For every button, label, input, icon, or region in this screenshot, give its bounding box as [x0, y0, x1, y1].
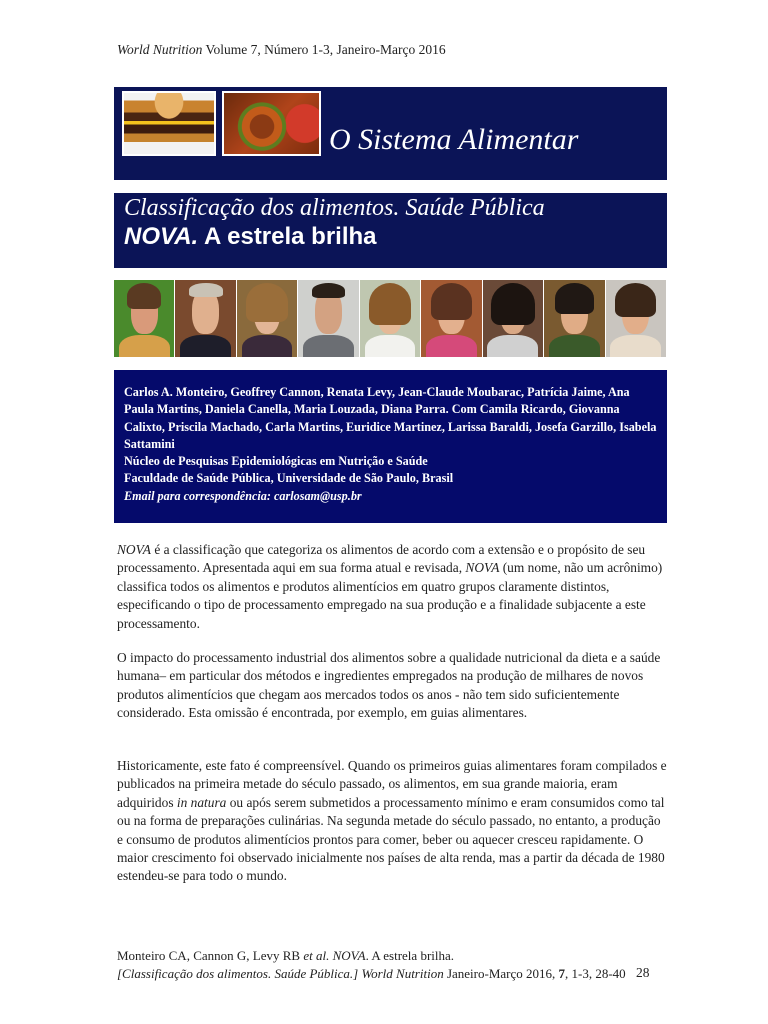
citation-journal: [Classificação dos alimentos. Saúde Pública.] World Nutrition	[117, 966, 444, 981]
article-category: Classificação dos alimentos. Saúde Pública	[124, 195, 545, 221]
author-photo	[175, 280, 236, 357]
citation-line-1	[117, 947, 657, 965]
citation-etal: et al.	[303, 948, 330, 963]
author-photo	[114, 280, 175, 357]
nova-term: NOVA	[117, 542, 151, 557]
issue-info: Volume 7, Número 1-3, Janeiro-Março 2016	[205, 42, 446, 57]
paragraph-text: é a classificação que categoriza os alimentos de acordo com a extensão e o propósito de seu processamento. Apresentada aqui em sua forma atual e revisada,	[117, 542, 646, 576]
citation-footer	[117, 947, 657, 983]
affiliation-faculdade: Faculdade de Saúde Pública, Universidade de São Paulo, Brasil	[124, 471, 454, 486]
author-photo-strip	[114, 280, 667, 357]
citation-line-2	[117, 965, 657, 983]
running-head	[117, 42, 446, 58]
authors-box	[114, 370, 667, 523]
hamburger-photo	[122, 91, 216, 156]
article-title-rest: A estrela brilha	[198, 223, 377, 250]
citation-authors: Monteiro CA, Cannon G, Levy RB	[117, 948, 304, 963]
stew-photo	[222, 91, 321, 156]
author-photo	[483, 280, 544, 357]
author-photo	[298, 280, 359, 357]
page-number: 28	[636, 965, 650, 980]
paragraph-text: Historicamente, este fato é compreensível. Quando os primeiros guias alimentares foram compilados e publicados na primeira metade do século passado, os alimentos, em sua grande maioria, eram adquiridos	[117, 758, 667, 810]
section-banner	[114, 87, 667, 180]
citation-title: . A estrela brilha.	[365, 948, 455, 963]
paragraph-2: O impacto do processamento industrial dos alimentos sobre a qualidade nutricional da dieta e a saúde humana– em particular dos métodos e ingredientes empregados na produção de milhares de novos produtos alimentícios que chegam aos mercados todos os anos - não tem sido suficientemente considerado. Esta omissão é encontrada, por exemplo, em guias alimentares.	[117, 650, 661, 721]
author-photo	[360, 280, 421, 357]
article-title-nova: NOVA.	[124, 223, 199, 250]
author-photo	[544, 280, 605, 357]
paragraph-1	[117, 541, 669, 633]
affiliation-nucleo: Núcleo de Pesquisas Epidemiológicas em Nutrição e Saúde	[124, 454, 428, 469]
citation-date: Janeiro-Março 2016,	[443, 966, 559, 981]
in-natura-term: in natura	[176, 794, 227, 810]
article-title-box	[114, 193, 667, 268]
journal-name: World Nutrition	[117, 42, 203, 57]
section-title: O Sistema Alimentar	[329, 123, 579, 156]
citation-nova: NOVA	[332, 948, 366, 963]
author-list: Carlos A. Monteiro, Geoffrey Cannon, Renata Levy, Jean-Claude Moubarac, Patrícia Jaime, Ana Paula Martins, Daniela Canella, Maria Louzada, Diana Parra. Com Camila Ricardo, Giovanna Calixto, Priscila Machado, Carla Martins, Euridice Martinez, Larissa Baraldi, Josefa Garzillo, Isabela Sattamini	[124, 385, 657, 451]
author-photo	[606, 280, 667, 357]
author-photo	[421, 280, 482, 357]
paragraph-3	[117, 757, 669, 886]
correspondence-email: Email para correspondência: carlosam@usp.br	[124, 488, 362, 503]
nova-term: NOVA	[465, 560, 500, 576]
citation-volume: 7	[558, 966, 566, 981]
paragraph-text: (um nome, não um acrônimo) classifica todos os alimentos e produtos alimentícios em quatro grupos claramente distintos, especificando o tipo de processamento empregado na sua produção e a finalidade subjacente a este processamento.	[117, 560, 663, 631]
author-photo	[237, 280, 298, 357]
article-title	[124, 223, 377, 251]
citation-pages: , 1-3, 28-40	[565, 966, 626, 981]
paragraph-text: ou após serem submetidos a processamento mínimo e eram consumidos como tal ou na forma de preparações culinárias. Na segunda metade do século passado, no entanto, a produção e consumo de produtos alimentícios prontos para comer, beber ou aquecer cresceu rapidamente. O maior crescimento foi observado inicialmente nos países de alta renda, mas a partir da década de 1980 estendeu-se para todo o mundo.	[117, 794, 665, 884]
